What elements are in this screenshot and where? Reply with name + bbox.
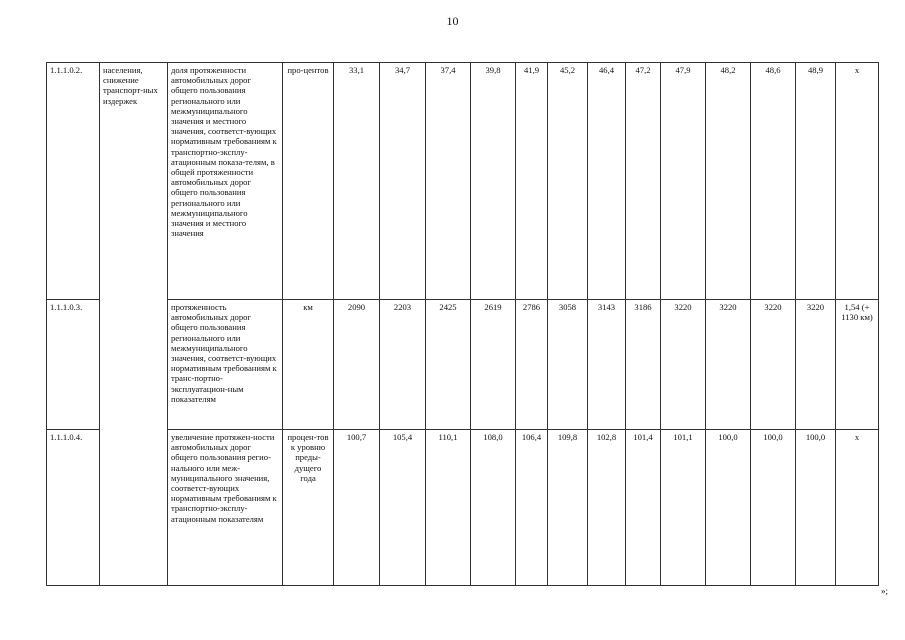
row-description: доля протяженности автомобильных дорог общего пользования регионального или межмуниципального значения и местного значения, соответст-вующих нормативным требованиям к транспортно-эксплу-атационным показа-телям, в общей протяженности автомобильных дорог общего пользования регионального или межмуниципального значения и местного значения xyxy=(168,63,283,300)
value-cell: 100,0 xyxy=(751,430,796,586)
final-cell: х xyxy=(836,63,879,300)
row-description: увеличение протяжен-ности автомобильных дорог общего пользования регио-нального или меж-муниципального значения, соответст-вующих нормативным требованиям к транспортно-эксплу-атационным показателям xyxy=(168,430,283,586)
value-cell: 2619 xyxy=(471,300,516,430)
row-code: 1.1.1.0.2. xyxy=(47,63,100,300)
row-code: 1.1.1.0.3. xyxy=(47,300,100,430)
value-cell: 3220 xyxy=(706,300,751,430)
final-cell: х xyxy=(836,430,879,586)
value-cell: 48,9 xyxy=(796,63,836,300)
value-cell: 3220 xyxy=(661,300,706,430)
value-cell: 108,0 xyxy=(471,430,516,586)
row-description: протяженность автомобильных дорог общего пользования регионального или межмуниципального значения, соответст-вующих нормативным требованиям к транс-портно-эксплуатацион-ным показателям xyxy=(168,300,283,430)
value-cell: 2786 xyxy=(516,300,548,430)
row-unit: про-центов xyxy=(283,63,334,300)
value-cell: 34,7 xyxy=(380,63,426,300)
value-cell: 48,2 xyxy=(706,63,751,300)
value-cell: 101,4 xyxy=(626,430,661,586)
value-cell: 105,4 xyxy=(380,430,426,586)
page-number: 10 xyxy=(446,14,459,28)
table-row xyxy=(47,430,879,586)
value-cell: 47,2 xyxy=(626,63,661,300)
row-unit: км xyxy=(283,300,334,430)
value-cell: 3220 xyxy=(796,300,836,430)
value-cell: 102,8 xyxy=(588,430,626,586)
value-cell: 101,1 xyxy=(661,430,706,586)
goal-cell: населения, снижение транспорт-ных издержек xyxy=(100,63,168,586)
value-cell: 48,6 xyxy=(751,63,796,300)
final-cell: 1,54 (+ 1130 км) xyxy=(836,300,879,430)
value-cell: 2090 xyxy=(334,300,380,430)
value-cell: 3143 xyxy=(588,300,626,430)
value-cell: 33,1 xyxy=(334,63,380,300)
value-cell: 39,8 xyxy=(471,63,516,300)
value-cell: 100,7 xyxy=(334,430,380,586)
table-row xyxy=(47,63,879,300)
value-cell: 109,8 xyxy=(548,430,588,586)
closing-quote: »; xyxy=(881,586,889,596)
row-code: 1.1.1.0.4. xyxy=(47,430,100,586)
value-cell: 46,4 xyxy=(588,63,626,300)
value-cell: 47,9 xyxy=(661,63,706,300)
value-cell: 41,9 xyxy=(516,63,548,300)
value-cell: 45,2 xyxy=(548,63,588,300)
table-row xyxy=(47,300,879,430)
value-cell: 37,4 xyxy=(426,63,471,300)
value-cell: 100,0 xyxy=(796,430,836,586)
value-cell: 3186 xyxy=(626,300,661,430)
value-cell: 110,1 xyxy=(426,430,471,586)
value-cell: 106,4 xyxy=(516,430,548,586)
value-cell: 2425 xyxy=(426,300,471,430)
indicators-table xyxy=(46,62,879,586)
row-unit: процен-тов к уровню преды-дущего года xyxy=(283,430,334,586)
value-cell: 100,0 xyxy=(706,430,751,586)
value-cell: 3220 xyxy=(751,300,796,430)
value-cell: 3058 xyxy=(548,300,588,430)
value-cell: 2203 xyxy=(380,300,426,430)
